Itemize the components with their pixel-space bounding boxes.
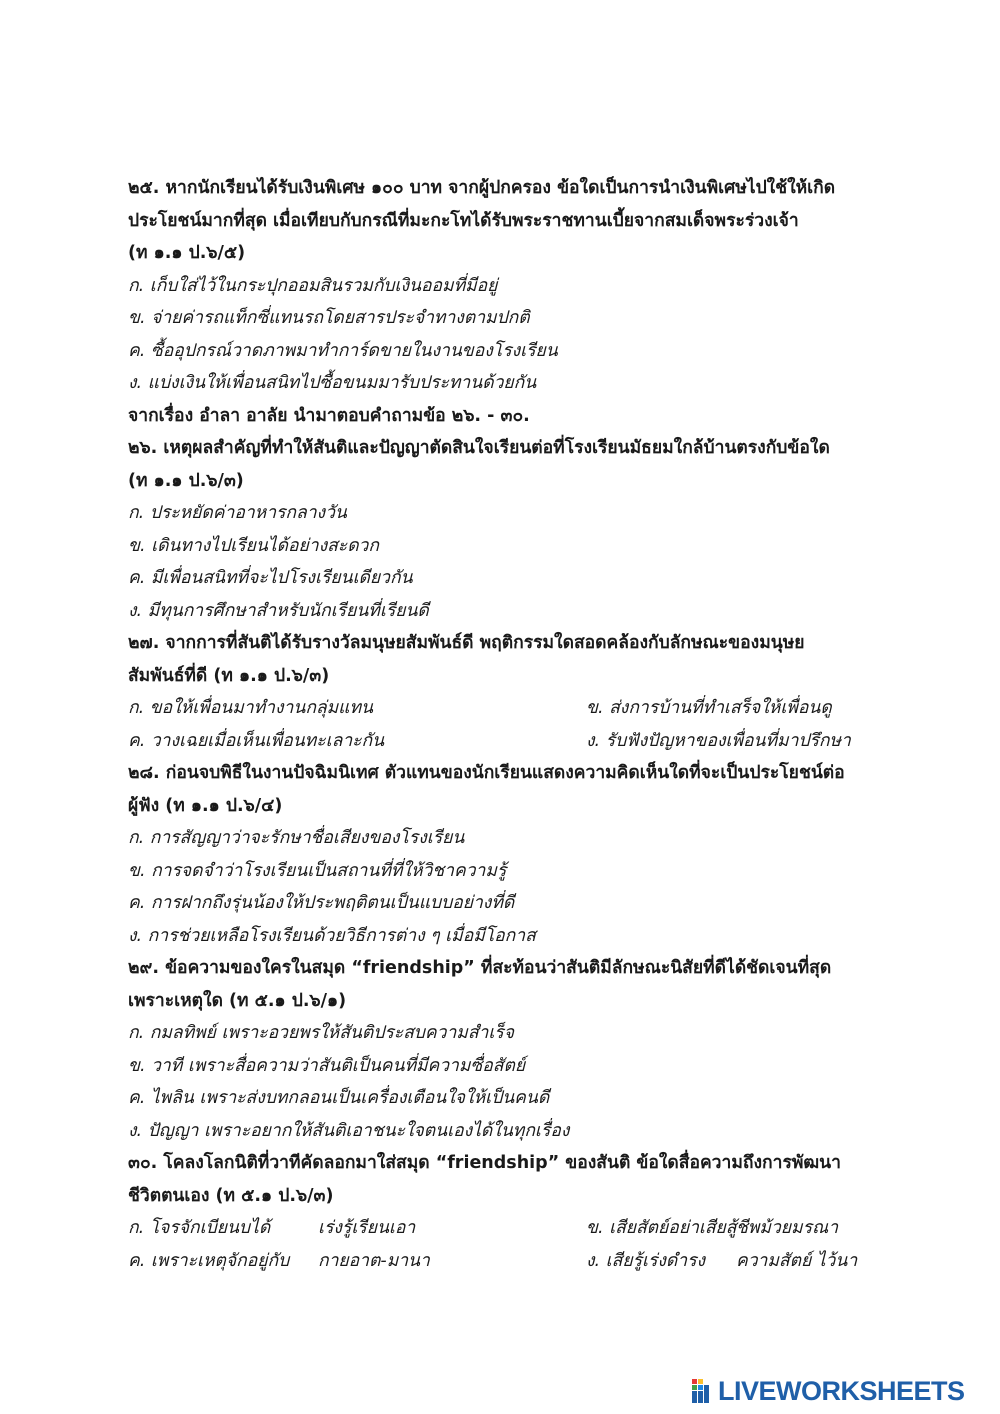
q30-option-d [586,1245,857,1278]
q30-option-d-verse1: ง. เสียรู้เร่งดำรง [586,1250,706,1271]
question-27-line1: ๒๗. จากการที่สันติได้รับรางวัลมนุษยสัมพันธ์ดี พฤติกรรมใดสอดคล้องกับลักษณะของมนุษย [128,633,805,653]
q26-option-d: ง. มีทุนการศึกษาสำหรับนักเรียนที่เรียนดี [128,600,429,621]
q25-option-c: ค. ซื้ออุปกรณ์วาดภาพมาทำการ์ดขายในงานของโรงเรียน [128,340,558,361]
q30-option-b [586,1212,838,1245]
question-30-line1: ๓๐. โคลงโลกนิติที่วาทีคัดลอกมาใส่สมุด “friendship” ของสันติ ข้อใดสื่อความถึงการพัฒนา [128,1153,841,1173]
question-27-line2: สัมพันธ์ที่ดี (ท ๑.๑ ป.๖/๓) [128,665,330,686]
q27-option-c: ค. วางเฉยเมื่อเห็นเพื่อนทะเลาะกัน [128,730,385,751]
question-25-line1: ๒๕. หากนักเรียนได้รับเงินพิเศษ ๑๐๐ บาท จากผู้ปกครอง ข้อใดเป็นการนำเงินพิเศษไปใช้ให้เกิด [128,178,836,198]
q30-option-b-verse2: ชีพม้วยมรณา [736,1218,839,1238]
q29-option-b: ข. วาที เพราะสื่อความว่าสันติเป็นคนที่มีความซื่อสัตย์ [128,1055,526,1076]
q29-option-a: ก. กมลทิพย์ เพราะอวยพรให้สันติประสบความสำเร็จ [128,1023,514,1043]
liveworksheets-logo-text: LIVEWORKSHEETS [718,1375,965,1406]
q28-option-a: ก. การสัญญาว่าจะรักษาชื่อเสียงของโรงเรียน [128,828,465,848]
q29-option-d: ง. ปัญญา เพราะอยากให้สันติเอาชนะใจตนเองได้ในทุกเรื่อง [128,1120,570,1141]
q26-option-b: ข. เดินทางไปเรียนได้อย่างสะดวก [128,535,379,556]
q30-option-c-verse2: กายอาต-มานา [318,1250,430,1271]
liveworksheets-logo-icon [692,1379,714,1403]
q30-option-d-verse2: ความสัตย์ ไว้นา [736,1250,858,1271]
q30-options-row1 [128,1212,888,1245]
question-28-line1: ๒๘. ก่อนจบพิธีในงานปัจฉิมนิเทศ ตัวแทนของนักเรียนแสดงความคิดเห็นใดที่จะเป็นประโยชน์ต่อ [128,763,845,783]
question-29-line1: ๒๙. ข้อความของใครในสมุด “friendship” ที่สะท้อนว่าสันติมีลักษณะนิสัยที่ดีได้ชัดเจนที่สุด [128,958,832,978]
q30-options-row2 [128,1245,888,1278]
worksheet-page [128,172,888,1277]
q28-option-c: ค. การฝากถึงรุ่นน้องให้ประพฤติตนเป็นแบบอย่างที่ดี [128,893,515,913]
q28-option-d: ง. การช่วยเหลือโรงเรียนด้วยวิธีการต่าง ๆ เมื่อมีโอกาส [128,925,536,946]
q27-options-row2 [128,725,888,758]
q26-option-c: ค. มีเพื่อนสนิทที่จะไปโรงเรียนเดียวกัน [128,568,413,588]
question-30-line2: ชีวิตตนเอง (ท ๕.๑ ป.๖/๓) [128,1185,334,1206]
q27-option-b: ข. ส่งการบ้านที่ทำเสร็จให้เพื่อนดู [586,698,832,718]
q25-option-b: ข. จ่ายค่ารถแท็กซี่แทนรถโดยสารประจำทางตามปกติ [128,308,530,328]
q30-option-a [128,1212,586,1245]
q28-option-b: ข. การจดจำว่าโรงเรียนเป็นสถานที่ที่ให้วิชาความรู้ [128,860,507,881]
q25-option-a: ก. เก็บใส่ไว้ในกระปุกออมสินรวมกับเงินออมที่มีอยู่ [128,275,498,296]
q30-option-c-verse1: ค. เพราะเหตุจักอยู่กับ [128,1250,290,1271]
section-note: จากเรื่อง อำลา อาลัย นำมาตอบคำถามข้อ ๒๖. - ๓๐. [128,405,530,426]
q27-option-d: ง. รับฟังปัญหาของเพื่อนที่มาปรึกษา [586,730,851,751]
q26-option-a: ก. ประหยัดค่าอาหารกลางวัน [128,503,347,523]
question-26-indicator: (ท ๑.๑ ป.๖/๓) [128,470,244,491]
liveworksheets-logo [692,1376,965,1406]
q30-option-a-verse2: เร่งรู้เรียนเอา [318,1218,416,1238]
question-26-line1: ๒๖. เหตุผลสำคัญที่ทำให้สันติและปัญญาตัดสินใจเรียนต่อที่โรงเรียนมัธยมใกล้บ้านตรงกับข้อใด [128,438,830,458]
question-25-line2: ประโยชน์มากที่สุด เมื่อเทียบกับกรณีที่มะกะโทได้รับพระราชทานเบี้ยจากสมเด็จพระร่วงเจ้า [128,210,799,231]
question-28-line2: ผู้ฟัง (ท ๑.๑ ป.๖/๔) [128,795,283,816]
q30-option-c [128,1245,586,1278]
q27-option-a: ก. ขอให้เพื่อนมาทำงานกลุ่มแทน [128,698,373,718]
q25-option-d: ง. แบ่งเงินให้เพื่อนสนิทไปซื้อขนมมารับประทานด้วยกัน [128,373,537,393]
question-25-indicator: (ท ๑.๑ ป.๖/๕) [128,243,246,263]
q30-option-a-verse1: ก. โจรจักเบียนบได้ [128,1218,271,1238]
question-29-line2: เพราะเหตุใด (ท ๕.๑ ป.๖/๑) [128,990,347,1011]
q30-option-b-verse1: ข. เสียสัตย์อย่าเสียสู้ [586,1218,737,1238]
q29-option-c: ค. ไพลิน เพราะส่งบทกลอนเป็นเครื่องเตือนใจให้เป็นคนดี [128,1088,550,1108]
q27-options-row1 [128,692,888,725]
